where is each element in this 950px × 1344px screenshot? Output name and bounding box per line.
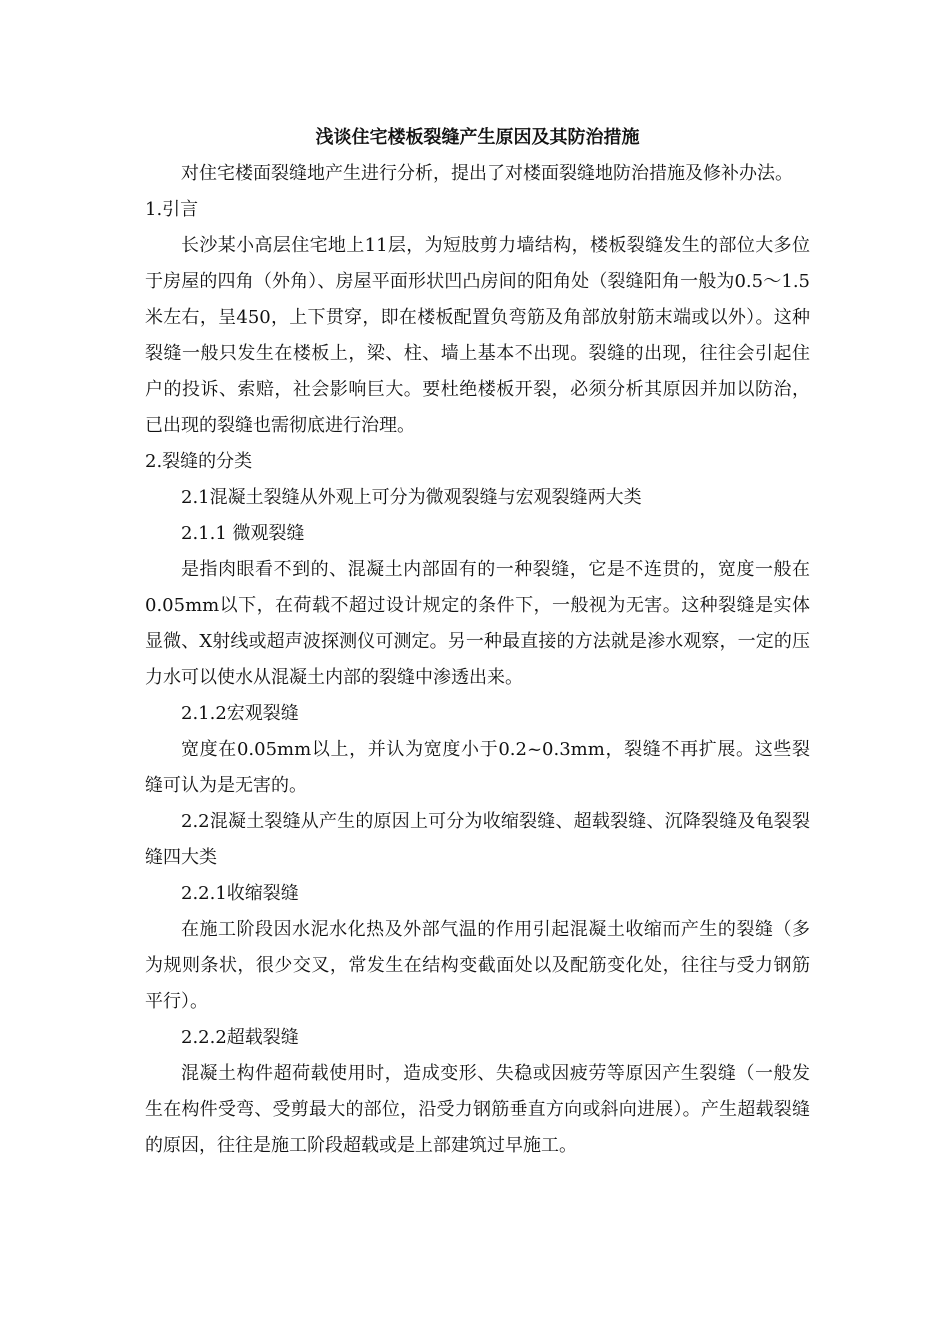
subsection-heading-2-2-2: 2.2.2超载裂缝 [181, 1027, 299, 1048]
paragraph-2-1-1: 是指肉眼看不到的、混凝土内部固有的一种裂缝，它是不连贯的，宽度一般在0.05mm以下，在荷载不超过设计规定的条件下，一般视为无害。这种裂缝是实体显微、X射线或超声波探测仪可测定。另一种最直接的方法就是渗水观察，一定的压力水可以使水从混凝土内部的裂缝中渗透出来。 [145, 559, 810, 688]
section-heading-introduction: 1.引言 [145, 199, 199, 220]
subsection-heading-2-1: 2.1混凝土裂缝从外观上可分为微观裂缝与宏观裂缝两大类 [181, 487, 642, 508]
introduction-paragraph: 长沙某小高层住宅地上11层，为短肢剪力墙结构，楼板裂缝发生的部位大多位于房屋的四角（外角）、房屋平面形状凹凸房间的阳角处（裂缝阳角一般为0.5～1.5米左右，呈450，上下贯穿，即在楼板配置负弯筋及角部放射筋末端或以外）。这种裂缝一般只发生在楼板上，梁、柱、墙上基本不出现。裂缝的出现，往往会引起住户的投诉、索赔，社会影响巨大。要杜绝楼板开裂，必须分析其原因并加以防治，已出现的裂缝也需彻底进行治理。 [145, 235, 810, 436]
subsection-heading-2-2: 2.2混凝土裂缝从产生的原因上可分为收缩裂缝、超载裂缝、沉降裂缝及龟裂裂缝四大类 [145, 811, 810, 868]
subsection-heading-2-1-2: 2.1.2宏观裂缝 [181, 703, 299, 724]
document-title: 浅谈住宅楼板裂缝产生原因及其防治措施 [315, 127, 640, 148]
paragraph-2-1-2: 宽度在0.05mm以上，并认为宽度小于0.2~0.3mm，裂缝不再扩展。这些裂缝可认为是无害的。 [145, 739, 810, 796]
subsection-heading-2-2-1: 2.2.1收缩裂缝 [181, 883, 299, 904]
abstract-paragraph: 对住宅楼面裂缝地产生进行分析，提出了对楼面裂缝地防治措施及修补办法。 [181, 163, 793, 184]
paragraph-2-2-2: 混凝土构件超荷载使用时，造成变形、失稳或因疲劳等原因产生裂缝（一般发生在构件受弯、受剪最大的部位，沿受力钢筋垂直方向或斜向进展）。产生超载裂缝的原因，往往是施工阶段超载或是上部建筑过早施工。 [145, 1063, 810, 1156]
document-body [145, 120, 810, 1164]
section-heading-classification: 2.裂缝的分类 [145, 451, 253, 472]
subsection-heading-2-1-1: 2.1.1 微观裂缝 [181, 523, 305, 544]
paragraph-2-2-1: 在施工阶段因水泥水化热及外部气温的作用引起混凝土收缩而产生的裂缝（多为规则条状，很少交叉，常发生在结构变截面处以及配筋变化处，往往与受力钢筋平行）。 [145, 919, 810, 1012]
